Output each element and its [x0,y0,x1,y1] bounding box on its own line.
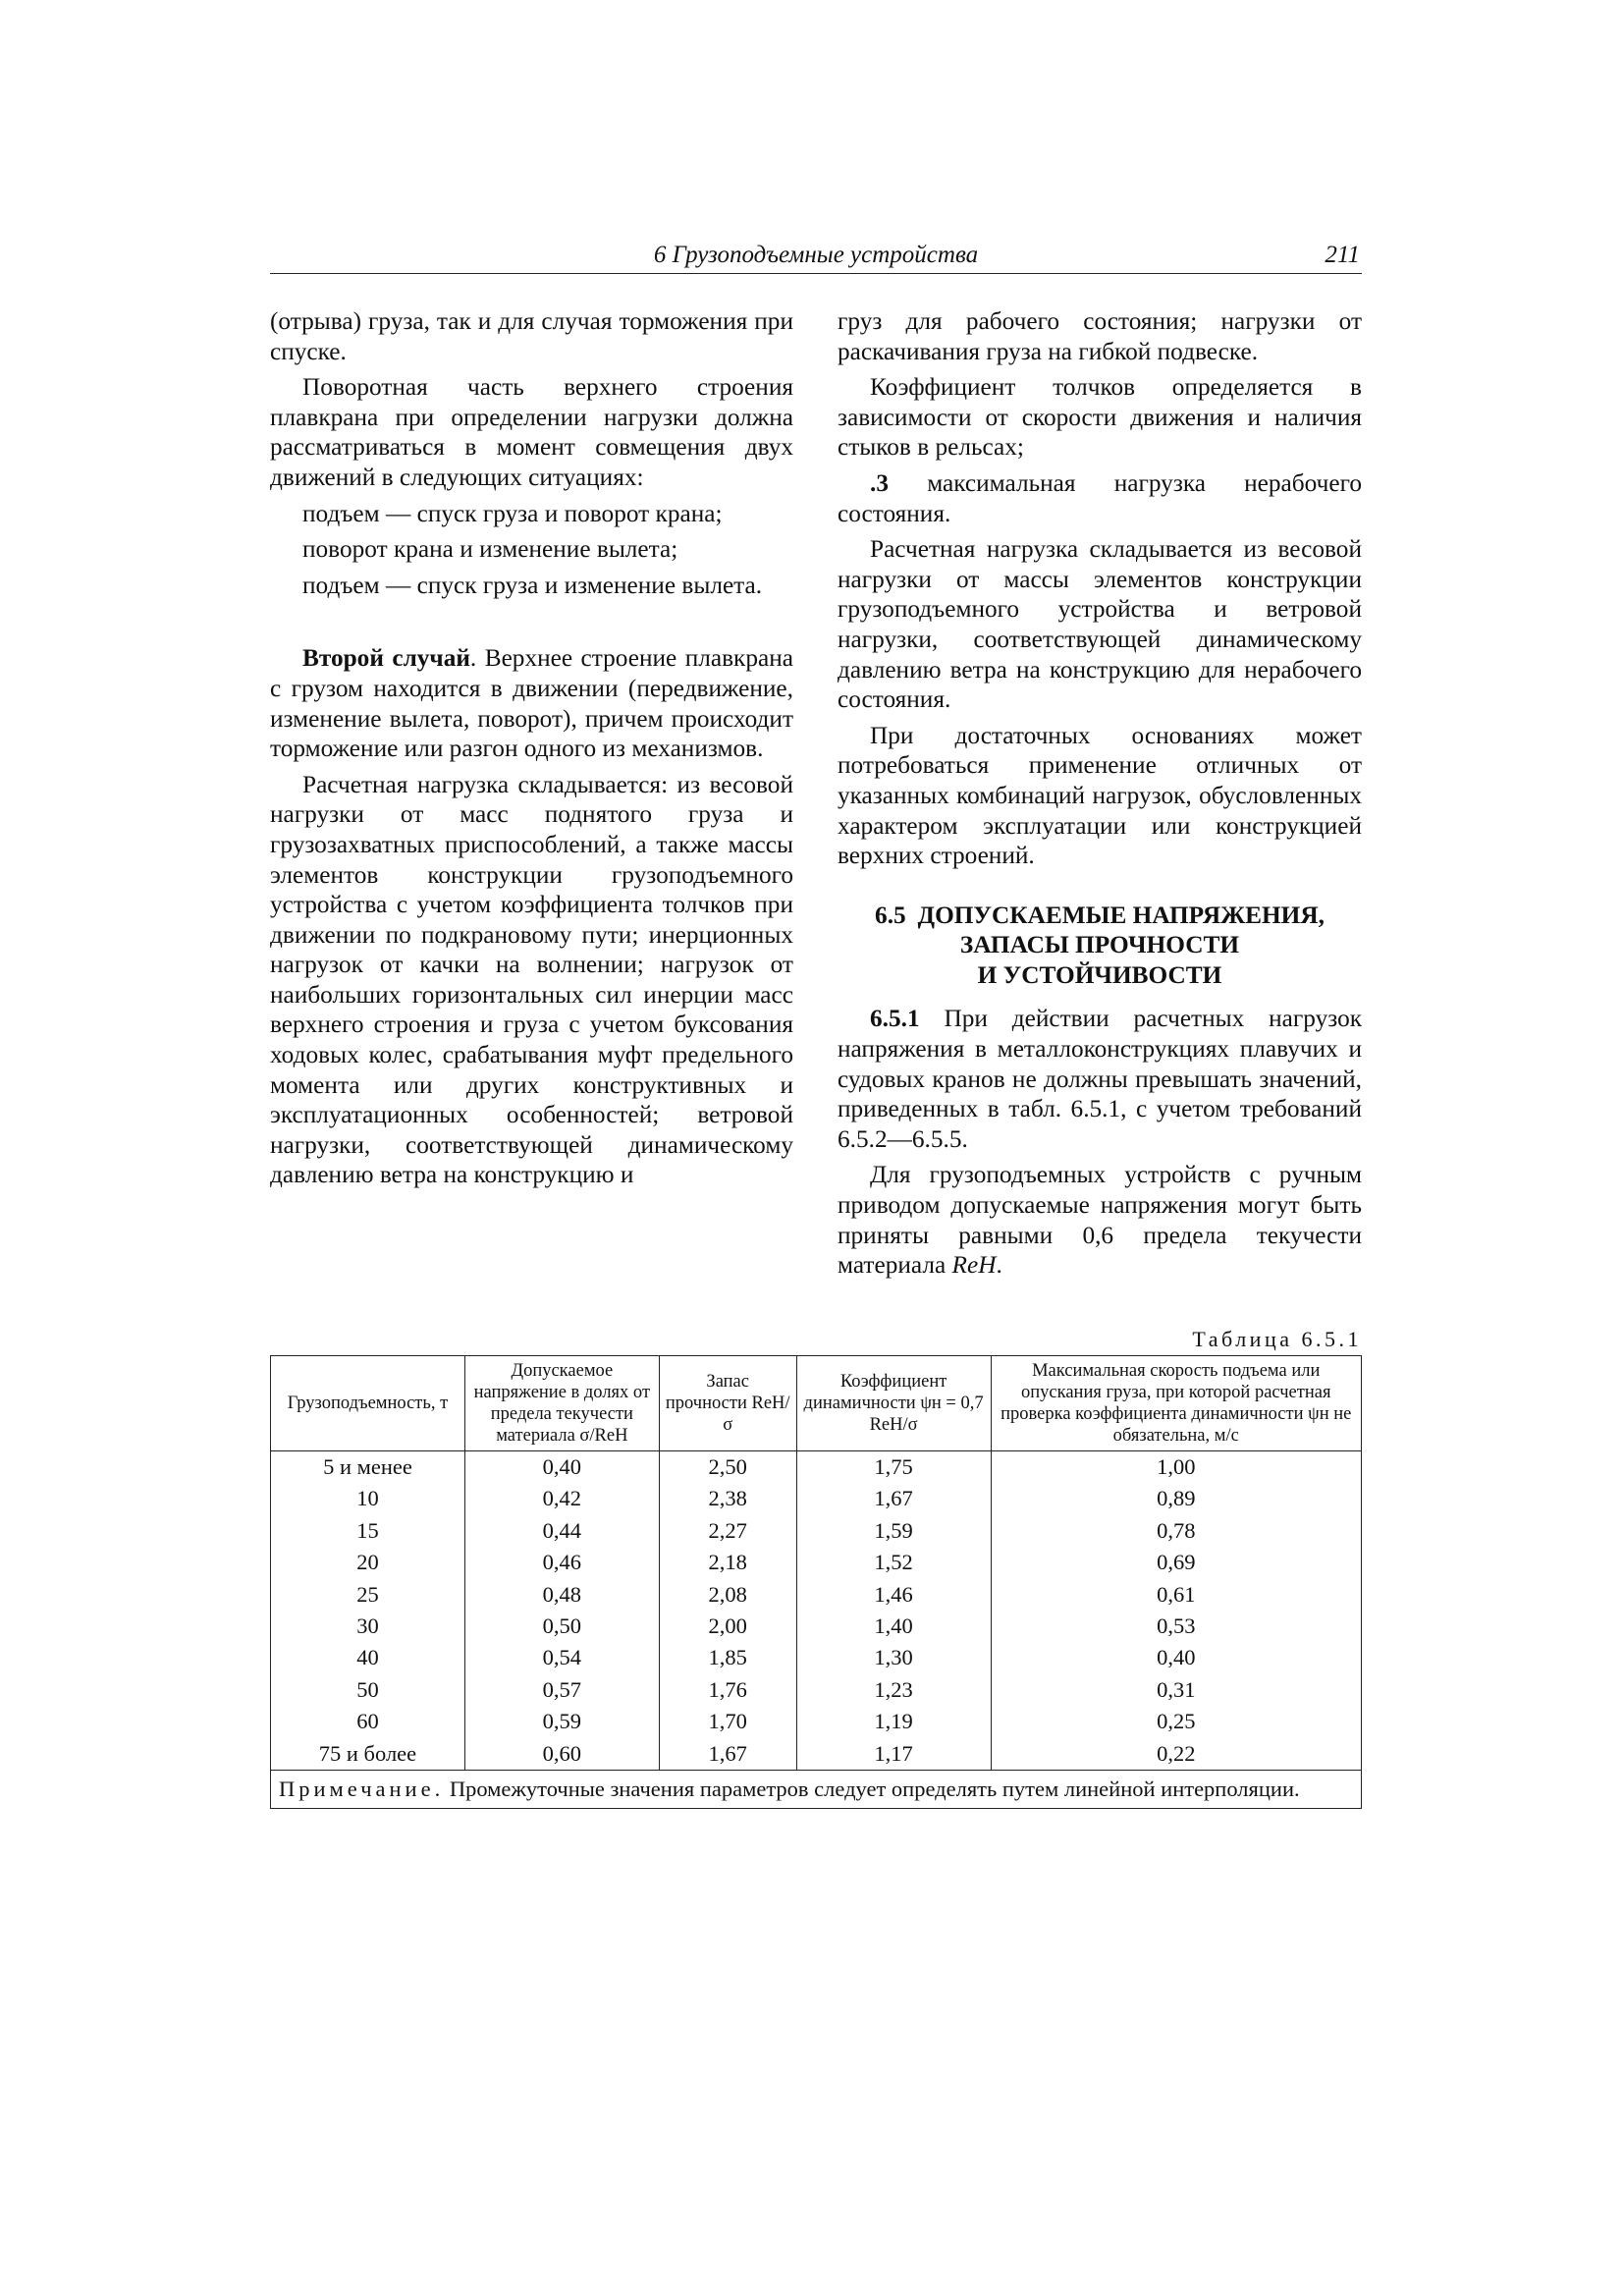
header-safety-factor: Запас прочности ReH/σ [659,1356,796,1451]
table-cell: 0,50 [464,1611,659,1642]
paragraph: Поворотная часть верхнего строения плавкрана при определении нагрузки должна рассматриваться в момент совмещения двух движений в следующих ситуациях: [270,373,793,491]
table-cell: 0,22 [991,1738,1362,1771]
table-note-row [271,1771,1362,1809]
table-header-row [271,1356,1362,1451]
list-item: подъем — спуск груза и изменение вылета. [302,571,763,599]
table-cell: 1,75 [796,1451,991,1484]
running-header [270,238,1362,274]
table-cell: 20 [271,1547,465,1578]
table-cell: 0,89 [991,1483,1362,1514]
table-cell: 1,30 [796,1642,991,1673]
paragraph-manual-drive: Для грузоподъемных устройств с ручным приводом допускаемые напряжения могут быть приняты равными 0,6 предела текучести материала ReH. [838,1161,1362,1280]
clause-6-5-1: 6.5.1 При действии расчетных нагрузок напряжения в металлоконструкциях плавучих и судовых кранов не должны превышать значений, приведенных в табл. 6.5.1, с учетом требований 6.5.2—6.5.5. [838,1005,1363,1153]
table-cell: 0,59 [464,1706,659,1737]
section-heading: 6.5 ДОПУСКАЕМЫЕ НАПРЯЖЕНИЯ, ЗАПАСЫ ПРОЧНОСТИ И УСТОЙЧИВОСТИ [875,901,1325,989]
header-allowable-stress: Допускаемое напряжение в долях от предела текучести материала σ/ReH [464,1356,659,1451]
paragraph: груз для рабочего состояния; нагрузки от раскачивания груза на гибкой подвеске. [838,307,1362,365]
header-capacity: Грузоподъемность, т [271,1356,465,1451]
table-cell: 0,42 [464,1483,659,1514]
table-cell: 5 и менее [271,1451,465,1484]
table-row [271,1706,1362,1737]
table-cell: 10 [271,1483,465,1514]
table-cell: 2,27 [659,1515,796,1547]
paragraph: Расчетная нагрузка складывается из весовой нагрузки от массы элементов конструкции грузоподъемного устройства и ветровой нагрузки, соответствующей динамическому давлению ветра на конструкцию для нерабочего состояния. [838,535,1362,714]
table-cell: 0,53 [991,1611,1362,1642]
table-cell: 2,18 [659,1547,796,1578]
note-text: Промежуточные значения параметров следует определять путем линейной интерполяции. [449,1777,1300,1802]
table-cell: 2,38 [659,1483,796,1514]
table-cell: 1,70 [659,1706,796,1737]
table-cell: 1,23 [796,1674,991,1706]
table-cell: 0,57 [464,1674,659,1706]
table-body [271,1451,1362,1771]
table-cell: 0,40 [464,1451,659,1484]
second-case-label: Второй случай [302,644,470,673]
table-cell: 0,46 [464,1547,659,1578]
table-cell: 1,00 [991,1451,1362,1484]
table-cell: 0,40 [991,1642,1362,1673]
header-dynamic-coefficient: Коэффициент динамичности ψн = 0,7 ReH/σ [796,1356,991,1451]
table-cell: 1,67 [659,1738,796,1771]
table-cell: 2,00 [659,1611,796,1642]
second-case-text: Верхнее строение плавкрана с грузом находится в движении (передвижение, изменение вылета, поворот), причем происходит торможение или разгон одного из механизмов. [270,644,793,763]
reh-symbol: ReH [951,1251,997,1280]
list-item: поворот крана и изменение вылета; [302,535,678,564]
table-cell: 2,08 [659,1579,796,1611]
page-number: 211 [1325,242,1360,268]
item-3-label: .3 [870,468,889,497]
table-row [271,1547,1362,1578]
table-cell: 0,31 [991,1674,1362,1706]
table-cell: 15 [271,1515,465,1547]
left-column [270,306,793,1196]
table-row [271,1642,1362,1673]
table-cell: 30 [271,1611,465,1642]
table-cell: 0,78 [991,1515,1362,1547]
paragraph: Расчетная нагрузка складывается: из весовой нагрузки от масс поднятого груза и грузозахватных приспособлений, а также массы элементов конструкции грузоподъемного устройства с учетом коэффициента толчков при движении по подкрановому пути; инерционных нагрузок от качки на волнении; нагрузок от наибольших горизонтальных сил инерции масс верхнего строения и груза с учетом буксования ходовых колес, срабатывания муфт предельного момента или других конструктивных и эксплуатационных особенностей; ветровой нагрузки, соответствующей динамическому давлению ветра на конструкцию и [270,770,793,1189]
table-cell: 1,85 [659,1642,796,1673]
header-max-speed: Максимальная скорость подъема или опускания груза, при которой расчетная проверка коэффициента динамичности ψн не обязательна, м/с [991,1356,1362,1451]
table-cell: 0,54 [464,1642,659,1673]
table-cell: 50 [271,1674,465,1706]
table-cell: 0,48 [464,1579,659,1611]
running-title: 6 Грузоподъемные устройства [653,242,979,268]
right-column [838,306,1362,1286]
table-note [271,1771,1362,1809]
section-number: 6.5 [875,901,906,929]
paragraph: (отрыва) груза, так и для случая торможения при спуске. [270,307,793,365]
table-row [271,1674,1362,1706]
table-row [271,1611,1362,1642]
table-cell: 75 и более [271,1738,465,1771]
table-caption: Таблица 6.5.1 [1192,1327,1362,1351]
table-cell: 1,40 [796,1611,991,1642]
table-cell: 0,60 [464,1738,659,1771]
table-cell: 1,46 [796,1579,991,1611]
table-cell: 25 [271,1579,465,1611]
table-row [271,1451,1362,1484]
table-cell: 2,50 [659,1451,796,1484]
table-cell: 1,59 [796,1515,991,1547]
table-cell: 0,44 [464,1515,659,1547]
paragraph-second-case: Второй случай. Верхнее строение плавкрана с грузом находится в движении (передвижение, изменение вылета, поворот), причем происходит торможение или разгон одного из механизмов. [270,644,793,763]
stress-table [270,1355,1362,1809]
table-row [271,1738,1362,1771]
table-cell: 1,76 [659,1674,796,1706]
table-cell: 0,25 [991,1706,1362,1737]
table-cell: 1,19 [796,1706,991,1737]
paragraph-item-3: .3 максимальная нагрузка нерабочего состояния. [838,468,1362,527]
clause-label: 6.5.1 [870,1005,920,1033]
paragraph: Коэффициент толчков определяется в зависимости от скорости движения и наличия стыков в рельсах; [838,373,1362,462]
table-row [271,1579,1362,1611]
paragraph: При достаточных основаниях может потребоваться применение отличных от указанных комбинаций нагрузок, обусловленных характером эксплуатации или конструкцией верхних строений. [838,721,1362,870]
table-cell: 0,69 [991,1547,1362,1578]
note-label: Примечание. [279,1777,445,1802]
table-cell: 1,17 [796,1738,991,1771]
table-cell: 60 [271,1706,465,1737]
list-item: подъем — спуск груза и поворот крана; [302,499,723,527]
table-cell: 0,61 [991,1579,1362,1611]
table-cell: 1,52 [796,1547,991,1578]
table-row [271,1483,1362,1514]
table-row [271,1515,1362,1547]
table-cell: 40 [271,1642,465,1673]
table-cell: 1,67 [796,1483,991,1514]
